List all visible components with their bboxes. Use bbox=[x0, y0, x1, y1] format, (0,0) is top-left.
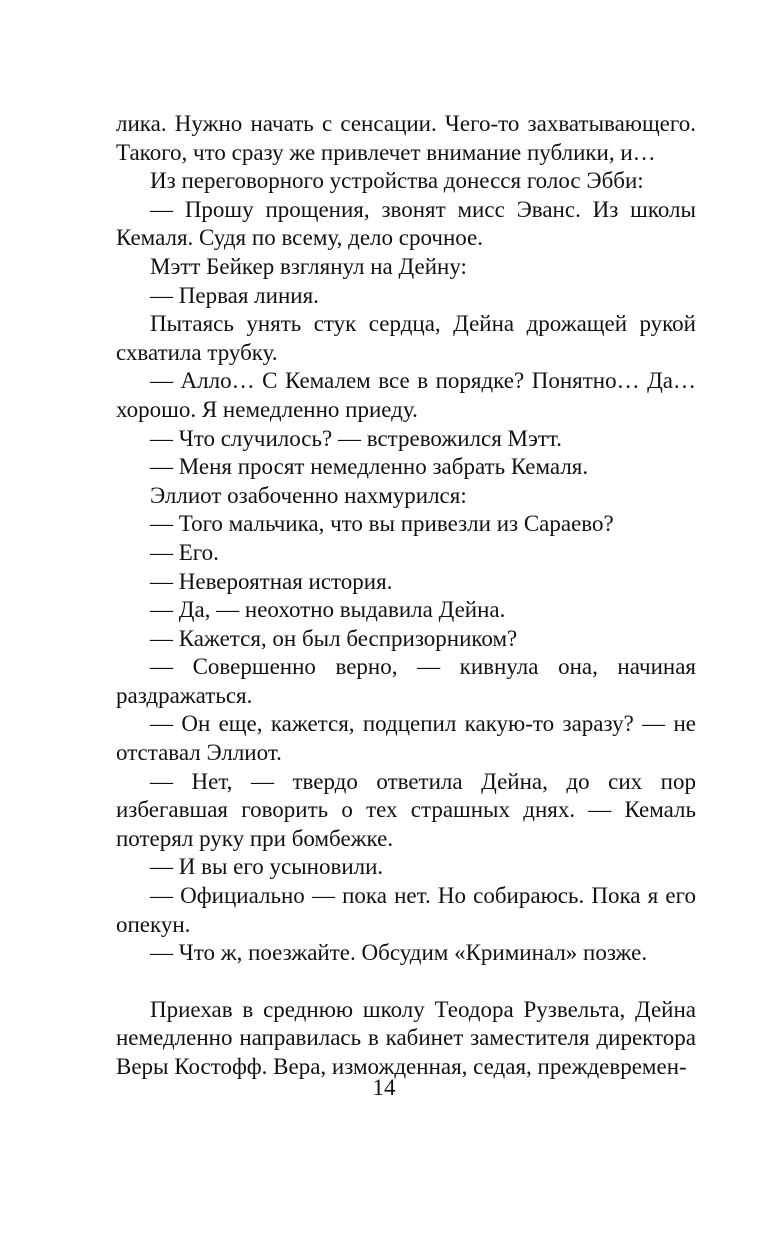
paragraph: Мэтт Бейкер взглянул на Дейну: bbox=[150, 253, 467, 279]
paragraph: Эллиот озабоченно нахмурился: bbox=[150, 482, 467, 508]
paragraph: — Того мальчика, что вы привезли из Сараево? bbox=[150, 511, 614, 537]
paragraph: — Меня просят немедленно забрать Кемаля. bbox=[150, 454, 589, 480]
paragraph: — Его. bbox=[150, 539, 219, 565]
paragraph: — Он еще, кажется, подцепил какую-то заразу? — не отставал Эллиот. bbox=[116, 711, 696, 766]
paragraph: — И вы его усыновили. bbox=[150, 854, 384, 880]
paragraph: Приехав в среднюю школу Теодора Рузвельта, Дейна немедленно направилась в кабинет заместителя директора Веры Костофф. Вера, изможденная, седая, преждевремен- bbox=[116, 996, 696, 1079]
page-number: 14 bbox=[372, 1075, 396, 1100]
paragraph: — Кажется, он был беспризорником? bbox=[150, 625, 518, 651]
paragraph: — Совершенно верно, — кивнула она, начиная раздражаться. bbox=[116, 654, 696, 708]
paragraph: Пытаясь унять стук сердца, Дейна дрожащей рукой схватила трубку. bbox=[116, 311, 696, 365]
paragraph: — Официально — пока нет. Но собираюсь. Пока я его опекун. bbox=[116, 883, 696, 937]
paragraph: — Да, — неохотно выдавила Дейна. bbox=[150, 597, 506, 623]
paragraph: — Первая линия. bbox=[150, 282, 319, 308]
paragraph: — Прошу прощения, звонят мисс Эванс. Из школы Кемаля. Судя по всему, дело срочное. bbox=[116, 196, 696, 251]
paragraph: — Нет, — твердо ответила Дейна, до сих пор избегавшая говорить о тех страшных днях. — Кемаль потерял руку при бомбежке. bbox=[116, 768, 696, 851]
paragraph: — Что ж, поезжайте. Обсудим «Криминал» позже. bbox=[150, 940, 648, 966]
paragraph: лика. Нужно начать с сенсации. Чего-то захватывающего. Такого, что сразу же привлечет внимание публики, и… bbox=[116, 111, 696, 165]
page-text bbox=[116, 110, 696, 1082]
paragraph: — Что случилось? — встревожился Мэтт. bbox=[150, 425, 562, 451]
paragraph: — Алло… С Кемалем все в порядке? Понятно… Да… хорошо. Я немедленно приеду. bbox=[116, 368, 696, 422]
paragraph: Из переговорного устройства донесся голос Эбби: bbox=[150, 168, 644, 194]
paragraph: — Невероятная история. bbox=[150, 568, 393, 594]
